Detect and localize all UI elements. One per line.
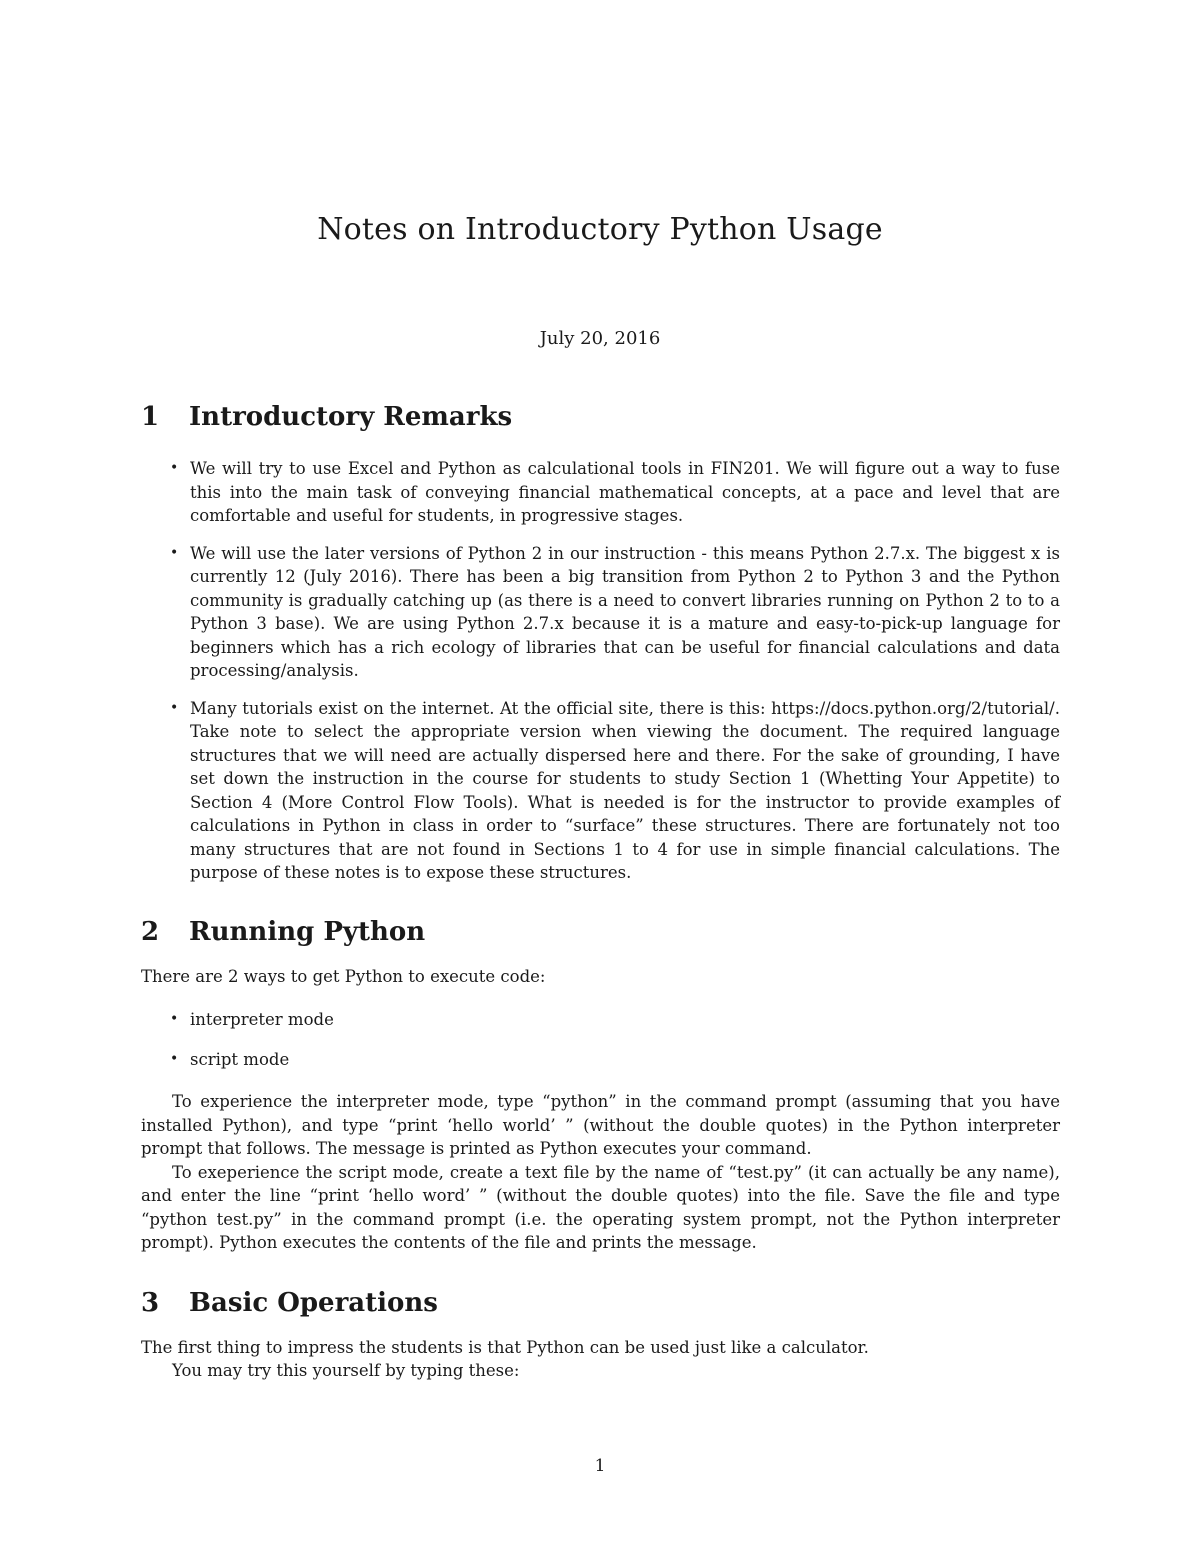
section-heading <box>141 917 1060 947</box>
paragraph: To experience the interpreter mode, type “python” in the command prompt (assuming that you have installed Python), and type “print ‘hello world’ ” (without the double quotes) in the Python interpreter prompt that follows. The message is printed as Python executes your command. <box>141 1092 1060 1158</box>
bullet-icon: • <box>170 1011 179 1027</box>
section-intro: There are 2 ways to get Python to execute code: <box>141 966 546 986</box>
document-body <box>141 402 1060 1383</box>
list-item <box>141 542 1060 683</box>
section-title: Introductory Remarks <box>189 402 513 432</box>
bullet-icon: • <box>170 699 179 716</box>
list-item-text: Many tutorials exist on the internet. At the official site, there is this: https://docs.python.org/2/tutorial/. Take note to select the appropriate version when viewing the document. The required language structures that we will need are actually dispersed here and there. For the sake of grounding, I have set down the instruction in the course for students to study Section 1 (Whetting Your Appetite) to Section 4 (More Control Flow Tools). What is needed is for the instructor to provide examples of calculations in Python in class in order to “surface” these structures. There are fortunately not too many structures that are not found in Sections 1 to 4 for use in simple financial calculations. The purpose of these notes is to expose these structures. <box>190 698 1060 882</box>
document-title: Notes on Introductory Python Usage <box>317 212 883 247</box>
paragraph: You may try this yourself by typing these: <box>172 1361 520 1380</box>
section-number: 2 <box>141 916 160 947</box>
list-item <box>141 697 1060 885</box>
bullet-list <box>141 1008 1060 1071</box>
paragraph: To exeperience the script mode, create a text file by the name of “test.py” (it can actually be any name), and enter the line “print ‘hello word’ ” (without the double quotes) into the file. Save the file and type “python test.py” in the command prompt (i.e. the operating system prompt, not the Python interpreter prompt). Python executes the contents of the file and prints the message. <box>141 1162 1060 1252</box>
section-title: Basic Operations <box>189 1287 438 1318</box>
list-item-text: We will try to use Excel and Python as calculational tools in FIN201. We will figure out a way to fuse this into the main task of conveying financial mathematical concepts, at a pace and level that are comfortable and useful for students, in progressive stages. <box>190 459 1060 525</box>
page-number: 1 <box>594 1456 606 1476</box>
paragraph: The first thing to impress the students is that Python can be used just like a calculator. <box>141 1337 869 1357</box>
bullet-icon: • <box>170 460 179 476</box>
section-number: 1 <box>141 402 160 432</box>
section-number: 3 <box>141 1287 160 1318</box>
document-date: July 20, 2016 <box>539 328 661 349</box>
bullet-icon: • <box>170 544 179 561</box>
bullet-icon: • <box>170 1050 179 1067</box>
section-title: Running Python <box>189 916 426 947</box>
list-item-text: script mode <box>190 1049 290 1069</box>
section-heading <box>141 1288 1060 1318</box>
bullet-list <box>141 457 1060 885</box>
list-item <box>141 457 1060 528</box>
list-item-text: interpreter mode <box>190 1010 334 1029</box>
section-heading <box>141 402 1060 432</box>
section-basic-operations <box>141 1288 1060 1383</box>
section-running-python <box>141 917 1060 1255</box>
list-item <box>141 1008 1060 1032</box>
list-item-text: We will use the later versions of Python 2 in our instruction - this means Python 2.7.x. The biggest x is currently 12 (July 2016). There has been a big transition from Python 2 to Python 3 and the Python community is gradually catching up (as there is a need to convert libraries running on Python 2 to to a Python 3 base). We are using Python 2.7.x because it is a mature and easy-to-pick-up language for beginners which has a rich ecology of libraries that can be useful for financial calculations and data processing/analysis. <box>190 543 1060 680</box>
section-introductory-remarks <box>141 402 1060 885</box>
list-item <box>141 1048 1060 1072</box>
